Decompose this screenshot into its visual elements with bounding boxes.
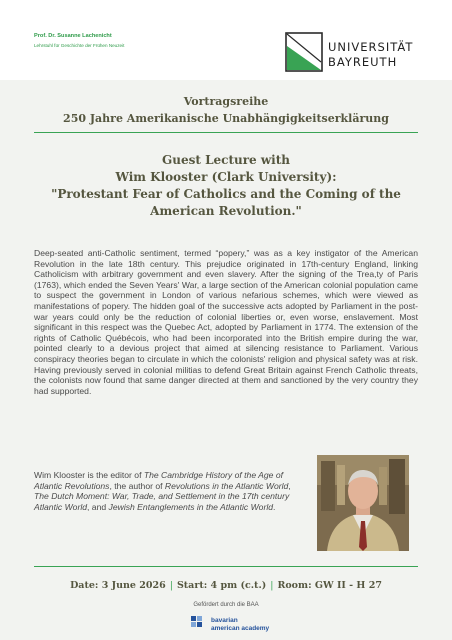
- divider-top: [34, 132, 418, 133]
- separator: |: [270, 580, 274, 591]
- university-logo-icon: [285, 32, 323, 72]
- bio-book-4: Jewish Entanglements in the Atlantic World: [108, 501, 274, 512]
- sponsor-note: Gefördert durch die BAA: [193, 602, 259, 608]
- university-name-line2: BAYREUTH: [328, 55, 398, 69]
- speaker-bio: [34, 470, 302, 512]
- series-title-line1: Vortragsreihe: [183, 95, 269, 108]
- bio-end: .: [273, 501, 276, 512]
- bio-mid-2: ,: [288, 480, 291, 491]
- event-room: Room: GW II - H 27: [277, 580, 382, 591]
- bio-mid-3: , and: [87, 501, 109, 512]
- speaker-photo: [317, 455, 409, 551]
- lecture-abstract: Deep-seated anti-Catholic sentiment, termed “popery,” was as a key instigator of the American Revolution in the late 18th century. This prejudice originated in 17th-century England, linking Catholicism with arbitrary government and even slavery. After the signing of the Trea,ty of Paris (1763), which ended the Seven Years' War, a large section of the American colonial population came to suspect the government in London of various nefarious schemes, which were viewed as manifestations of popery. The hidden goal of the successive acts adopted by Parliament in the post-war years could only be the reduction of colonial liberties or, even worse, enslavement. Most significant in this respect was the Quebec Act, adopted by Parliament in 1774. The extension of the rights of Catholic Québécois, who had been incorporated into the British empire during the war, pointed clearly to a devious project that aimed at silencing resistance to Parliament. Various conspiracy theories began to circulate in which the colonists' religion and physical safety was at risk. Having previously served in colonial militias to defend Great Britain against French Catholic threats, the colonists now found that same danger directed at them and sanctioned by the very country they had supported.: [34, 248, 418, 396]
- event-start: Start: 4 pm (c.t.): [176, 580, 267, 591]
- event-date: Date: 3 June 2026: [70, 580, 166, 591]
- chair-name: Lehrstuhl für Geschichte der Frühen Neuzeit: [34, 43, 125, 48]
- series-title-line2: 250 Jahre Amerikanische Unabhängigkeitserklärung: [63, 112, 389, 125]
- lecture-title-line3: "Protestant Fear of Catholics and the Coming of the: [51, 187, 401, 201]
- lecture-title-line1: Guest Lecture with: [161, 153, 291, 167]
- poster-header: [0, 0, 452, 80]
- lecture-title: [0, 152, 452, 220]
- lecture-title-line2: Wim Klooster (Clark University):: [115, 170, 337, 184]
- baa-logo-text: [211, 617, 269, 632]
- divider-bottom: [34, 566, 418, 567]
- series-title: [0, 93, 452, 127]
- bio-book-3: The Dutch Moment: War, Trade, and Settlement in the 17th century Atlantic World: [34, 491, 290, 512]
- baa-logo-line2: american academy: [211, 624, 270, 632]
- bio-mid-1: , the author of: [109, 480, 165, 491]
- baa-logo-line1: bavarian: [211, 617, 238, 624]
- event-details: [0, 580, 452, 591]
- bio-intro: Wim Klooster is the editor of: [34, 470, 144, 480]
- separator: |: [169, 580, 173, 591]
- professor-name: Prof. Dr. Susanne Lachenicht: [34, 33, 112, 39]
- bio-book-1: The Cambridge History of the Age of Atlantic Revolutions: [34, 470, 284, 491]
- baa-logo-icon: [190, 615, 204, 631]
- university-name-line1: UNIVERSITÄT: [328, 40, 414, 54]
- bio-book-2: Revolutions in the Atlantic World: [164, 480, 289, 491]
- lecture-title-line4: American Revolution.": [150, 204, 302, 218]
